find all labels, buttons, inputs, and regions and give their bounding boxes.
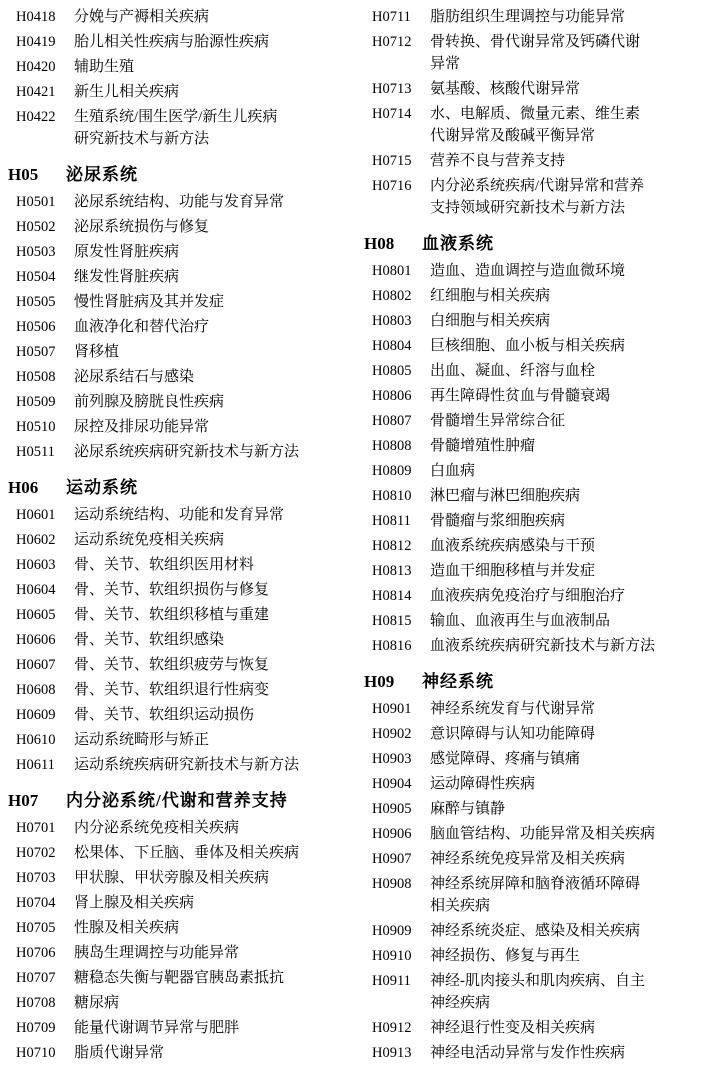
list-item	[8, 341, 358, 363]
entry-code: H0703	[16, 870, 56, 886]
section-header	[8, 473, 358, 498]
list-item	[8, 729, 358, 751]
entry-text: 再生障碍性贫血与骨髓衰竭	[430, 388, 611, 404]
list-item	[364, 435, 714, 457]
entry-code: H0911	[372, 973, 411, 989]
entry-code: H0610	[16, 732, 56, 748]
list-item	[8, 892, 358, 914]
entry-text: 分娩与产褥相关疾病	[74, 9, 210, 25]
entry-text: 骨、关节、软组织感染	[74, 632, 225, 648]
entry-text: 红细胞与相关疾病	[430, 288, 551, 304]
entry-code: H0906	[372, 826, 412, 842]
entry-text	[74, 106, 358, 150]
list-item	[364, 535, 714, 557]
list-item	[364, 360, 714, 382]
entry-code: H0814	[372, 588, 412, 604]
entry-code: H0706	[16, 945, 56, 961]
entry-text-line: 水、电解质、微量元素、维生素	[430, 106, 641, 122]
entry-text-line: 神经系统屏障和脑脊液循环障碍	[430, 876, 641, 892]
entry-code: H0704	[16, 895, 56, 911]
list-item	[364, 335, 714, 357]
entry-code: H0714	[372, 106, 412, 122]
entry-code: H0904	[372, 776, 412, 792]
list-item	[364, 31, 714, 75]
entry-text: 辅助生殖	[74, 59, 135, 75]
list-item	[364, 485, 714, 507]
entry-code: H0805	[372, 363, 412, 379]
entry-text: 神经系统发育与代谢异常	[430, 701, 596, 717]
entry-text	[430, 103, 714, 147]
list-item	[364, 698, 714, 720]
entry-code: H0716	[372, 178, 412, 194]
entry-code: H0608	[16, 682, 56, 698]
entry-text-line: 代谢异常及酸碱平衡异常	[430, 128, 596, 144]
list-item	[8, 604, 358, 626]
list-item	[8, 366, 358, 388]
entry-code: H0811	[372, 513, 411, 529]
entry-text: 淋巴瘤与淋巴细胞疾病	[430, 488, 581, 504]
list-item	[364, 848, 714, 870]
list-item	[364, 1042, 714, 1064]
entry-text: 神经系统炎症、感染及相关疾病	[430, 923, 641, 939]
entry-text: 胎儿相关性疾病与胎源性疾病	[74, 34, 270, 50]
entry-code: H0801	[372, 263, 412, 279]
entry-text: 骨髓增生异常综合征	[430, 413, 566, 429]
entry-code: H0420	[16, 59, 56, 75]
entry-code: H0713	[372, 81, 412, 97]
entry-text: 氨基酸、核酸代谢异常	[430, 81, 581, 97]
section-code: H09	[364, 672, 395, 691]
section-title: 血液系统	[422, 234, 494, 253]
list-item	[8, 266, 358, 288]
entry-text: 骨、关节、软组织运动损伤	[74, 707, 255, 723]
list-item	[8, 6, 358, 28]
entry-text: 松果体、下丘脑、垂体及相关疾病	[74, 845, 300, 861]
entry-code: H0606	[16, 632, 56, 648]
section-code: H08	[364, 234, 395, 253]
entry-code: H0712	[372, 34, 412, 50]
section-header	[364, 667, 714, 692]
entry-text: 泌尿系结石与感染	[74, 369, 195, 385]
entry-text: 骨、关节、软组织医用材料	[74, 557, 255, 573]
entry-text: 麻醉与镇静	[430, 801, 506, 817]
list-item	[364, 460, 714, 482]
section-h06	[8, 473, 358, 776]
entry-text	[430, 970, 714, 1014]
entry-code: H0815	[372, 613, 412, 629]
section-h07	[8, 786, 358, 1064]
list-item	[364, 723, 714, 745]
entry-code: H0901	[372, 701, 412, 717]
entry-text: 白细胞与相关疾病	[430, 313, 551, 329]
entry-code: H0803	[372, 313, 412, 329]
list-item	[364, 150, 714, 172]
entry-text-line: 支持领域研究新技术与新方法	[430, 200, 626, 216]
list-item	[8, 917, 358, 939]
section-title: 神经系统	[422, 672, 494, 691]
entry-code: H0507	[16, 344, 56, 360]
entry-code: H0611	[16, 757, 55, 773]
list-item	[364, 773, 714, 795]
list-item	[8, 704, 358, 726]
entry-text: 糖尿病	[74, 995, 120, 1011]
list-item	[8, 56, 358, 78]
right-column	[364, 6, 714, 1067]
entry-text: 血液疾病免疫治疗与细胞治疗	[430, 588, 626, 604]
list-item	[8, 654, 358, 676]
list-item	[8, 441, 358, 463]
entry-code: H0912	[372, 1020, 412, 1036]
list-item	[8, 1017, 358, 1039]
list-item	[8, 629, 358, 651]
entry-code: H0910	[372, 948, 412, 964]
entry-text: 白血病	[430, 463, 476, 479]
entry-text: 骨髓瘤与浆细胞疾病	[430, 513, 566, 529]
entry-text: 甲状腺、甲状旁腺及相关疾病	[74, 870, 270, 886]
list-item	[364, 560, 714, 582]
entry-text: 输血、血液再生与血液制品	[430, 613, 611, 629]
section-title: 运动系统	[66, 478, 138, 497]
entry-code: H0422	[16, 109, 56, 125]
list-item	[364, 798, 714, 820]
entry-code: H0806	[372, 388, 412, 404]
entry-text: 泌尿系统疾病研究新技术与新方法	[74, 444, 300, 460]
entry-code: H0601	[16, 507, 56, 523]
entry-code: H0902	[372, 726, 412, 742]
list-item	[8, 316, 358, 338]
entry-text: 骨髓增殖性肿瘤	[430, 438, 536, 454]
entry-code: H0511	[16, 444, 55, 460]
entry-code: H0504	[16, 269, 56, 285]
entry-text: 脂质代谢异常	[74, 1045, 165, 1061]
entry-text: 内分泌系统免疫相关疾病	[74, 820, 240, 836]
entry-text-line: 神经-肌肉接头和肌肉疾病、自主	[430, 973, 645, 989]
entry-code: H0505	[16, 294, 56, 310]
list-item	[8, 992, 358, 1014]
entry-text: 神经电活动异常与发作性疾病	[430, 1045, 626, 1061]
entry-code: H0421	[16, 84, 56, 100]
entry-code: H0809	[372, 463, 412, 479]
entry-code: H0810	[372, 488, 412, 504]
entry-text-line: 相关疾病	[430, 898, 491, 914]
section-header	[8, 786, 358, 811]
entry-code: H0909	[372, 923, 412, 939]
list-item	[8, 241, 358, 263]
entry-text: 意识障碍与认知功能障碍	[430, 726, 596, 742]
entry-text-line: 骨转换、骨代谢异常及钙磷代谢	[430, 34, 641, 50]
list-item	[8, 867, 358, 889]
list-item	[364, 748, 714, 770]
list-item	[364, 945, 714, 967]
list-item	[364, 103, 714, 147]
entry-code: H0506	[16, 319, 56, 335]
entry-text-line: 神经疾病	[430, 995, 491, 1011]
list-item	[364, 873, 714, 917]
entry-text: 能量代谢调节异常与肥胖	[74, 1020, 240, 1036]
left-column	[8, 6, 358, 1067]
entry-code: H0419	[16, 34, 56, 50]
entry-code: H0607	[16, 657, 56, 673]
list-item	[8, 754, 358, 776]
list-item	[364, 1017, 714, 1039]
entry-code: H0907	[372, 851, 412, 867]
entry-text: 骨、关节、软组织损伤与修复	[74, 582, 270, 598]
list-item	[8, 842, 358, 864]
entry-code: H0603	[16, 557, 56, 573]
list-item	[364, 175, 714, 219]
list-item	[364, 970, 714, 1014]
list-item	[8, 1042, 358, 1064]
entry-code: H0605	[16, 607, 56, 623]
entry-text: 神经损伤、修复与再生	[430, 948, 581, 964]
section-title: 内分泌系统/代谢和营养支持	[66, 791, 288, 810]
entry-group	[8, 6, 358, 150]
entry-code: H0812	[372, 538, 412, 554]
list-item	[364, 823, 714, 845]
entry-group	[364, 6, 714, 219]
entry-code: H0813	[372, 563, 412, 579]
entry-text: 运动系统结构、功能和发育异常	[74, 507, 285, 523]
list-item	[8, 817, 358, 839]
list-item	[8, 291, 358, 313]
entry-code: H0715	[372, 153, 412, 169]
entry-text: 尿控及排尿功能异常	[74, 419, 210, 435]
entry-code: H0509	[16, 394, 56, 410]
entry-code: H0418	[16, 9, 56, 25]
entry-code: H0816	[372, 638, 412, 654]
list-item	[364, 310, 714, 332]
entry-text	[430, 175, 714, 219]
list-item	[8, 942, 358, 964]
entry-text: 神经系统免疫异常及相关疾病	[430, 851, 626, 867]
entry-text: 糖稳态失衡与靶器官胰岛素抵抗	[74, 970, 285, 986]
list-item	[8, 106, 358, 150]
entry-text	[430, 31, 714, 75]
list-item	[8, 191, 358, 213]
entry-code: H0808	[372, 438, 412, 454]
entry-code: H0702	[16, 845, 56, 861]
entry-code: H0701	[16, 820, 56, 836]
section-header	[8, 160, 358, 185]
entry-text: 感觉障碍、疼痛与镇痛	[430, 751, 581, 767]
entry-text-line: 研究新技术与新方法	[74, 131, 210, 147]
section-h08	[364, 229, 714, 657]
list-item	[8, 554, 358, 576]
list-item	[8, 967, 358, 989]
entry-code: H0709	[16, 1020, 56, 1036]
entry-text: 继发性肾脏疾病	[74, 269, 180, 285]
entry-text-line: 内分泌系统疾病/代谢异常和营养	[430, 178, 645, 194]
list-item	[364, 78, 714, 100]
entry-text: 原发性肾脏疾病	[74, 244, 180, 260]
entry-code: H0501	[16, 194, 56, 210]
entry-text: 肾移植	[74, 344, 120, 360]
list-item	[8, 579, 358, 601]
list-item	[364, 585, 714, 607]
entry-code: H0508	[16, 369, 56, 385]
list-item	[8, 504, 358, 526]
list-item	[364, 260, 714, 282]
entry-text: 胰岛生理调控与功能异常	[74, 945, 240, 961]
entry-text: 脑血管结构、功能异常及相关疾病	[430, 826, 656, 842]
section-code: H05	[8, 165, 39, 184]
entry-code: H0708	[16, 995, 56, 1011]
entry-code: H0905	[372, 801, 412, 817]
section-h05	[8, 160, 358, 463]
entry-code: H0913	[372, 1045, 412, 1061]
list-item	[364, 6, 714, 28]
entry-code: H0804	[372, 338, 412, 354]
entry-text: 骨、关节、软组织疲劳与恢复	[74, 657, 270, 673]
entry-code: H0908	[372, 876, 412, 892]
entry-code: H0503	[16, 244, 56, 260]
entry-text: 骨、关节、软组织退行性病变	[74, 682, 270, 698]
entry-text: 运动障碍性疾病	[430, 776, 536, 792]
entry-text: 泌尿系统结构、功能与发育异常	[74, 194, 285, 210]
list-item	[8, 31, 358, 53]
entry-text: 前列腺及膀胱良性疾病	[74, 394, 225, 410]
entry-code: H0707	[16, 970, 56, 986]
section-code: H07	[8, 791, 39, 810]
entry-text-line: 异常	[430, 56, 461, 72]
section-title: 泌尿系统	[66, 165, 138, 184]
entry-text: 运动系统免疫相关疾病	[74, 532, 225, 548]
entry-text: 运动系统畸形与矫正	[74, 732, 210, 748]
entry-text: 慢性肾脏病及其并发症	[74, 294, 225, 310]
entry-text: 血液系统疾病感染与干预	[430, 538, 596, 554]
list-item	[8, 529, 358, 551]
entry-text: 泌尿系统损伤与修复	[74, 219, 210, 235]
entry-text: 性腺及相关疾病	[74, 920, 180, 936]
entry-code: H0609	[16, 707, 56, 723]
entry-text: 营养不良与营养支持	[430, 153, 566, 169]
entry-text	[430, 873, 714, 917]
section-h09	[364, 667, 714, 1064]
entry-code: H0711	[372, 9, 411, 25]
entry-text: 巨核细胞、血小板与相关疾病	[430, 338, 626, 354]
entry-text: 血液系统疾病研究新技术与新方法	[430, 638, 656, 654]
entry-code: H0807	[372, 413, 412, 429]
list-item	[8, 679, 358, 701]
section-code: H06	[8, 478, 39, 497]
entry-code: H0502	[16, 219, 56, 235]
list-item	[8, 81, 358, 103]
list-item	[364, 510, 714, 532]
entry-text-line: 生殖系统/围生医学/新生儿疾病	[74, 109, 278, 125]
list-item	[364, 285, 714, 307]
entry-text: 运动系统疾病研究新技术与新方法	[74, 757, 300, 773]
list-item	[8, 216, 358, 238]
entry-code: H0705	[16, 920, 56, 936]
entry-code: H0602	[16, 532, 56, 548]
entry-code: H0510	[16, 419, 56, 435]
entry-text: 神经退行性变及相关疾病	[430, 1020, 596, 1036]
entry-text: 肾上腺及相关疾病	[74, 895, 195, 911]
list-item	[364, 920, 714, 942]
list-item	[364, 385, 714, 407]
entry-code: H0903	[372, 751, 412, 767]
list-item	[364, 635, 714, 657]
entry-text: 血液净化和替代治疗	[74, 319, 210, 335]
entry-text: 脂肪组织生理调控与功能异常	[430, 9, 626, 25]
entry-code: H0710	[16, 1045, 56, 1061]
entry-text: 造血、造血调控与造血微环境	[430, 263, 626, 279]
entry-text: 新生儿相关疾病	[74, 84, 180, 100]
entry-code: H0802	[372, 288, 412, 304]
list-item	[364, 610, 714, 632]
entry-code: H0604	[16, 582, 56, 598]
list-item	[8, 416, 358, 438]
list-item	[8, 391, 358, 413]
list-item	[364, 410, 714, 432]
section-header	[364, 229, 714, 254]
entry-text: 造血干细胞移植与并发症	[430, 563, 596, 579]
entry-text: 骨、关节、软组织移植与重建	[74, 607, 270, 623]
two-column-layout	[8, 6, 712, 1067]
entry-text: 出血、凝血、纤溶与血栓	[430, 363, 596, 379]
